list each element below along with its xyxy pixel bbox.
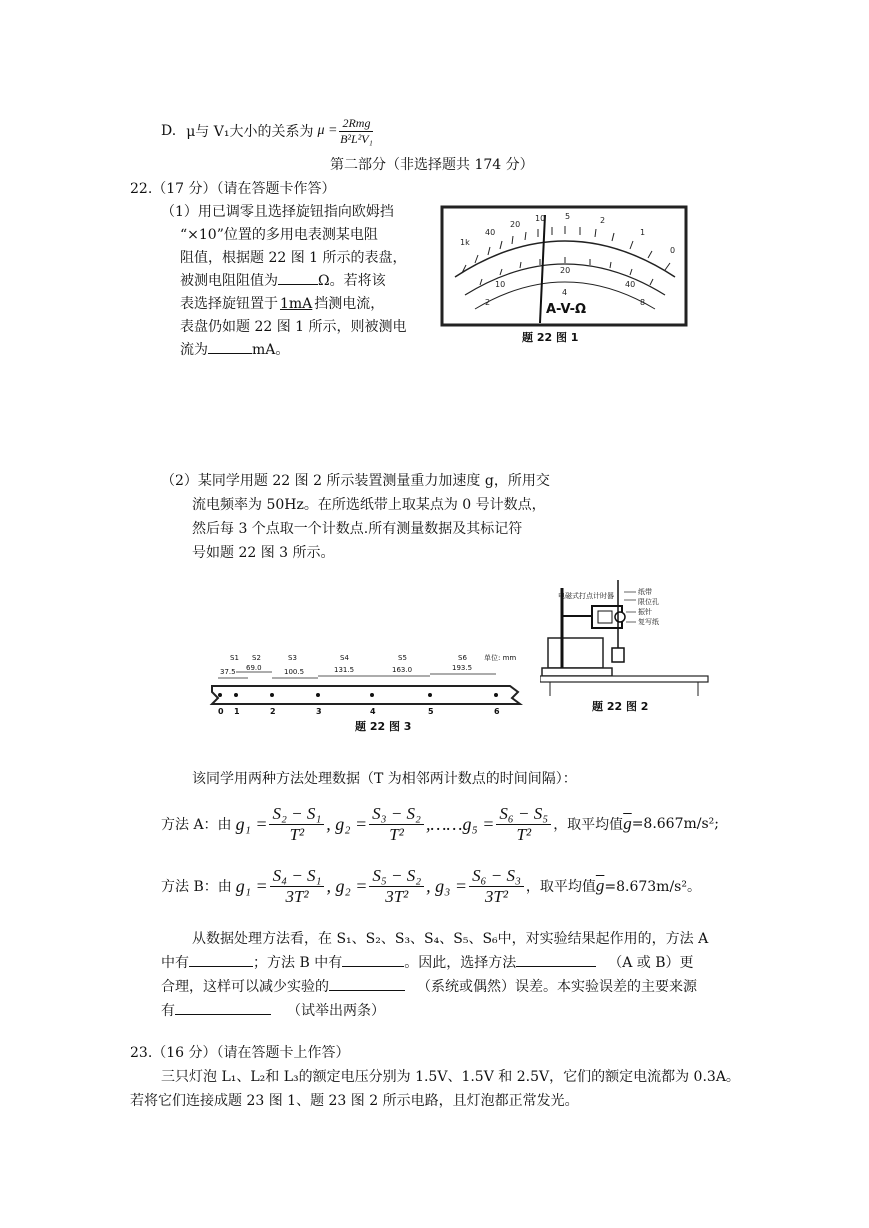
resistance-answer-blank[interactable] bbox=[278, 270, 318, 285]
tape-point-5: 5 bbox=[428, 707, 434, 716]
method-b bbox=[161, 862, 701, 910]
svg-text:20: 20 bbox=[560, 266, 571, 275]
tape-seg-label-s3: S3 bbox=[288, 654, 297, 662]
svg-text:10: 10 bbox=[535, 214, 546, 223]
apparatus-figure bbox=[540, 578, 710, 713]
method-a-g2: , g₂ = bbox=[326, 813, 368, 834]
q22-sub2-line2: 流电频率为 50Hz。在所选纸带上取某点为 0 号计数点， bbox=[192, 497, 546, 513]
apparatus-label-hole: 限位孔 bbox=[638, 598, 659, 606]
method-a-suffix-b: =8.667m/s²; bbox=[631, 816, 720, 832]
method-a-frac3-den: T² bbox=[516, 824, 532, 844]
analysis-l2-b: ；方法 B 中有 bbox=[253, 955, 343, 971]
q22-sub1-line6: 表盘仍如题 22 图 1 所示，则被测电 bbox=[180, 319, 407, 335]
method-b-suffix-a: ，取平均值 bbox=[525, 879, 596, 895]
analysis-l3-a: 合理，这样可以减少实验的 bbox=[161, 979, 329, 995]
method-b-frac2-num: S₅ − S₂ bbox=[369, 866, 424, 887]
option-d-label: D. bbox=[161, 123, 177, 139]
q22-sub2-line4: 号如题 22 图 3 所示。 bbox=[192, 545, 335, 561]
method-b-g3: , g₃ = bbox=[426, 875, 468, 896]
meter-label: A-V-Ω bbox=[546, 302, 587, 317]
option-d-formula-lhs: μ = bbox=[317, 123, 338, 138]
method-a-prefix: 方法 A：由 bbox=[161, 817, 232, 833]
q22-header: 22.（17 分）（请在答题卡作答） bbox=[130, 181, 336, 197]
method-a-g1: g₁ = bbox=[235, 813, 268, 834]
analysis-l2-d: （A 或 B）更 bbox=[608, 955, 694, 971]
q22-sub1-line4 bbox=[180, 270, 386, 290]
method-b-data-blank[interactable] bbox=[342, 952, 404, 967]
tape-seg-value-5: 163.0 bbox=[392, 666, 413, 674]
method-b-frac1-num: S₄ − S₁ bbox=[270, 866, 325, 887]
current-answer-blank[interactable] bbox=[208, 339, 252, 354]
tape-seg-label-s2: S2 bbox=[252, 654, 261, 662]
analysis-l4-a: 有 bbox=[161, 1003, 175, 1019]
tape-seg-value-4: 131.5 bbox=[334, 666, 355, 674]
method-a-gbar: $\overline{g}$ bbox=[623, 814, 632, 833]
q22-sub1-line4-b: Ω。若将该 bbox=[318, 273, 386, 289]
q22-sub1-line5 bbox=[180, 293, 384, 313]
q22-sub1-line2: “×10”位置的多用电表测某电阻 bbox=[180, 227, 378, 243]
method-b-frac3 bbox=[469, 866, 524, 907]
method-a-frac2-num: S₃ − S₂ bbox=[369, 804, 424, 825]
method-b-frac3-den: 3T² bbox=[484, 886, 508, 906]
tape-point-3: 3 bbox=[316, 707, 322, 716]
svg-text:1k: 1k bbox=[460, 238, 470, 247]
q22-sub2-line1: （2）某同学用题 22 图 2 所示装置测量重力加速度 g，所用交 bbox=[161, 473, 550, 489]
method-choice-blank[interactable] bbox=[516, 952, 596, 967]
method-b-frac2-den: 3T² bbox=[385, 886, 409, 906]
tape-seg-value-6: 193.5 bbox=[452, 664, 473, 672]
method-b-frac1 bbox=[270, 866, 325, 907]
svg-text:10: 10 bbox=[495, 280, 506, 289]
method-a-frac1 bbox=[269, 804, 324, 845]
tape-point-1: 1 bbox=[234, 707, 240, 716]
tape-seg-label-s5: S5 bbox=[398, 654, 407, 662]
analysis-l4-b: （试举出两条） bbox=[287, 1003, 385, 1019]
meter-dial-figure bbox=[440, 205, 690, 345]
svg-text:40: 40 bbox=[625, 280, 636, 289]
q22-sub1-line3: 阻值，根据题 22 图 1 所示的表盘， bbox=[180, 250, 407, 266]
analysis-line3 bbox=[161, 976, 697, 996]
q22-sub1-line4-a: 被测电阻阻值为 bbox=[180, 273, 278, 289]
analysis-line4 bbox=[161, 1000, 385, 1020]
q22-sub1-line5-u: 1mA bbox=[280, 296, 313, 312]
apparatus-label-tape: 纸带 bbox=[638, 588, 652, 596]
q23-line1: 三只灯泡 L₁、L₂和 L₃的额定电压分别为 1.5V、1.5V 和 2.5V，它们的额定电流都为 0.3A。 bbox=[161, 1069, 740, 1085]
svg-text:20: 20 bbox=[510, 220, 521, 229]
meter-dial-svg bbox=[440, 205, 690, 345]
q22-sub2-line3: 然后每 3 个点取一个计数点.所有测量数据及其标记符 bbox=[192, 521, 523, 537]
method-b-g2: , g₂ = bbox=[326, 875, 368, 896]
analysis-line1: 从数据处理方法看，在 S₁、S₂、S₃、S₄、S₅、S₆中，对实验结果起作用的，方法 A bbox=[192, 931, 709, 947]
apparatus-label-carbon: 复写纸 bbox=[638, 618, 659, 626]
tape-seg-label-s1: S1 bbox=[230, 654, 239, 662]
analysis-l3-b: （系统或偶然）误差。本实验误差的主要来源 bbox=[417, 979, 697, 995]
error-type-blank[interactable] bbox=[329, 976, 405, 991]
error-source-blank[interactable] bbox=[175, 1000, 271, 1015]
tape-point-4: 4 bbox=[370, 707, 376, 716]
q22-sub1-line7-a: 流为 bbox=[180, 342, 208, 358]
option-d bbox=[161, 110, 375, 152]
fig22-3-caption: 题 22 图 3 bbox=[355, 720, 412, 733]
method-a-data-blank[interactable] bbox=[189, 952, 253, 967]
svg-text:4: 4 bbox=[562, 288, 568, 297]
q22-sub1-line7-b: mA。 bbox=[252, 342, 290, 358]
q22-sub1-line7 bbox=[180, 339, 289, 359]
q22-sub1-line5-a: 表选择旋钮置于 bbox=[180, 296, 278, 312]
method-b-prefix: 方法 B：由 bbox=[161, 879, 232, 895]
svg-text:2: 2 bbox=[600, 216, 606, 225]
tape-unit: 单位: mm bbox=[484, 654, 517, 662]
svg-text:5: 5 bbox=[565, 212, 571, 221]
svg-text:8: 8 bbox=[640, 298, 646, 307]
tape-seg-value-2: 69.0 bbox=[246, 664, 262, 672]
apparatus-label-needle: 振针 bbox=[638, 608, 652, 616]
svg-text:2: 2 bbox=[485, 298, 491, 307]
method-b-frac3-num: S₆ − S₃ bbox=[469, 866, 524, 887]
method-a-frac1-num: S₂ − S₁ bbox=[269, 804, 324, 825]
option-d-fraction bbox=[339, 116, 373, 147]
method-a-frac3-num: S₆ − S₅ bbox=[496, 804, 551, 825]
tape-point-6: 6 bbox=[494, 707, 500, 716]
q22-sub1-line5-b: 挡测电流， bbox=[314, 296, 385, 312]
method-a bbox=[161, 800, 719, 848]
tape-seg-value-3: 100.5 bbox=[284, 668, 305, 676]
svg-text:1: 1 bbox=[640, 228, 646, 237]
option-d-text: μ与 V₁大小的关系为 bbox=[186, 124, 314, 140]
method-b-frac1-den: 3T² bbox=[285, 886, 309, 906]
fig22-2-caption: 题 22 图 2 bbox=[592, 700, 649, 713]
method-b-gbar: $\overline{g}$ bbox=[595, 876, 605, 895]
tape-point-2: 2 bbox=[270, 707, 276, 716]
part2-title: 第二部分（非选择题共 174 分） bbox=[330, 157, 534, 173]
q23-header: 23.（16 分）（请在答题卡上作答） bbox=[130, 1045, 350, 1061]
option-d-denominator: B²L²V₁ bbox=[340, 131, 373, 146]
method-a-suffix-a: ，取平均值 bbox=[553, 817, 624, 833]
method-a-frac2 bbox=[369, 804, 424, 845]
method-a-frac3 bbox=[496, 804, 551, 845]
apparatus-svg bbox=[540, 578, 710, 698]
tape-seg-value-1: 37.5 bbox=[220, 668, 236, 676]
method-b-suffix-b: =8.673m/s²。 bbox=[604, 879, 701, 895]
method-b-g1: g₁ = bbox=[235, 875, 268, 896]
svg-text:0: 0 bbox=[670, 246, 676, 255]
method-intro: 该同学用两种方法处理数据（T 为相邻两计数点的时间间隔）： bbox=[192, 771, 577, 787]
paper-tape-figure bbox=[200, 650, 540, 733]
tape-seg-label-s4: S4 bbox=[340, 654, 349, 662]
fig22-1-caption: 题 22 图 1 bbox=[522, 331, 579, 344]
analysis-l2-c: 。因此，选择方法 bbox=[404, 955, 517, 971]
method-a-dots: ,……g₅ = bbox=[425, 813, 495, 834]
option-d-numerator: 2Rmg bbox=[339, 116, 373, 132]
tape-seg-label-s6: S6 bbox=[458, 654, 467, 662]
analysis-l2-a: 中有 bbox=[161, 955, 189, 971]
method-a-frac1-den: T² bbox=[289, 824, 305, 844]
method-b-frac2 bbox=[369, 866, 424, 907]
tape-point-0: 0 bbox=[218, 707, 224, 716]
method-a-frac2-den: T² bbox=[389, 824, 404, 844]
apparatus-label-timer: 电磁式打点计时器 bbox=[558, 592, 614, 600]
q23-line2: 若将它们连接成题 23 图 1、题 23 图 2 所示电路，且灯泡都正常发光。 bbox=[130, 1093, 579, 1109]
analysis-line2 bbox=[161, 952, 694, 972]
svg-text:40: 40 bbox=[485, 228, 496, 237]
q22-sub1-line1: （1）用已调零且选择旋钮指向欧姆挡 bbox=[161, 204, 394, 220]
